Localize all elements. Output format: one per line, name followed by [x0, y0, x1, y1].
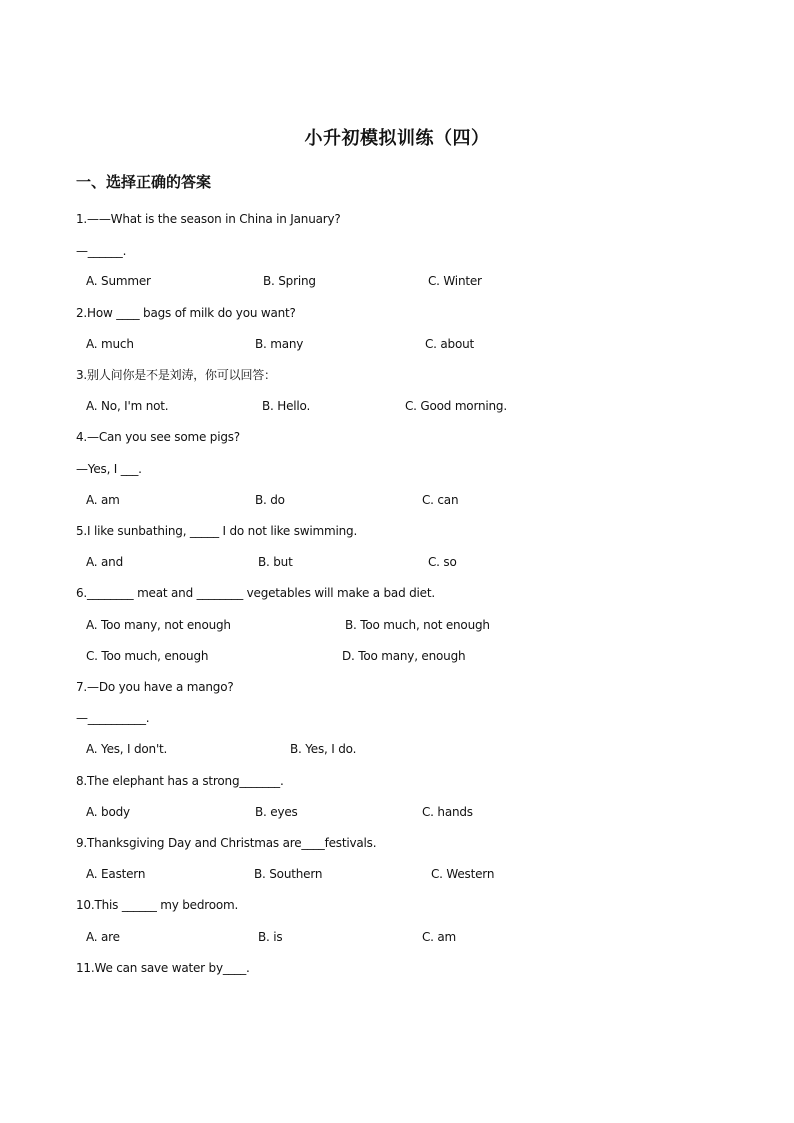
page-title: 小升初模拟训练（四）: [304, 128, 490, 149]
question-5-option-a: A. and: [86, 555, 124, 569]
question-1-response: —______.: [76, 244, 127, 258]
question-4-option-c: C. can: [422, 493, 459, 507]
question-2-option-b: B. many: [255, 337, 304, 351]
section-heading: 一、选择正确的答案: [76, 173, 212, 191]
question-6-option-d: D. Too many, enough: [342, 649, 466, 663]
question-10-option-a: A. are: [86, 930, 120, 944]
question-8-option-b: B. eyes: [255, 805, 298, 819]
question-4-stem: 4.—Can you see some pigs?: [76, 430, 240, 444]
question-5-option-b: B. but: [258, 555, 293, 569]
question-6-option-a: A. Too many, not enough: [86, 618, 231, 632]
question-7-stem: 7.—Do you have a mango?: [76, 680, 234, 694]
question-2-stem: 2.How ____ bags of milk do you want?: [76, 306, 296, 320]
question-10-option-c: C. am: [422, 930, 457, 944]
question-3-option-b: B. Hello.: [262, 399, 311, 413]
question-1-option-b: B. Spring: [263, 274, 316, 288]
question-3-stem: 3.别人问你是不是刘涛，你可以回答：: [76, 368, 276, 382]
question-6-option-c: C. Too much, enough: [86, 649, 209, 663]
question-7-response: —__________.: [76, 711, 150, 725]
question-3-option-c: C. Good morning.: [405, 399, 507, 413]
question-10-stem: 10.This ______ my bedroom.: [76, 898, 239, 912]
question-7-option-a: A. Yes, I don't.: [86, 742, 168, 756]
question-2-option-c: C. about: [425, 337, 475, 351]
question-9-option-b: B. Southern: [254, 867, 323, 881]
question-9-option-a: A. Eastern: [86, 867, 146, 881]
question-5-stem: 5.I like sunbathing, _____ I do not like swimming.: [76, 524, 358, 538]
question-6-stem: 6.________ meat and ________ vegetables will make a bad diet.: [76, 586, 435, 600]
question-1-option-c: C. Winter: [428, 274, 482, 288]
question-1-option-a: A. Summer: [86, 274, 151, 288]
question-4-option-a: A. am: [86, 493, 120, 507]
question-1-stem: 1.——What is the season in China in January?: [76, 212, 341, 226]
question-9-stem: 9.Thanksgiving Day and Christmas are____festivals.: [76, 836, 377, 850]
question-8-option-a: A. body: [86, 805, 130, 819]
question-7-option-b: B. Yes, I do.: [290, 742, 357, 756]
question-11-stem: 11.We can save water by____.: [76, 961, 250, 975]
question-2-option-a: A. much: [86, 337, 134, 351]
question-10-option-b: B. is: [258, 930, 283, 944]
question-5-option-c: C. so: [428, 555, 457, 569]
question-4-response: —Yes, I ___.: [76, 462, 142, 476]
question-6-option-b: B. Too much, not enough: [345, 618, 490, 632]
question-9-option-c: C. Western: [431, 867, 495, 881]
question-4-option-b: B. do: [255, 493, 285, 507]
question-8-option-c: C. hands: [422, 805, 473, 819]
question-8-stem: 8.The elephant has a strong_______.: [76, 774, 284, 788]
question-3-option-a: A. No, I'm not.: [86, 399, 169, 413]
